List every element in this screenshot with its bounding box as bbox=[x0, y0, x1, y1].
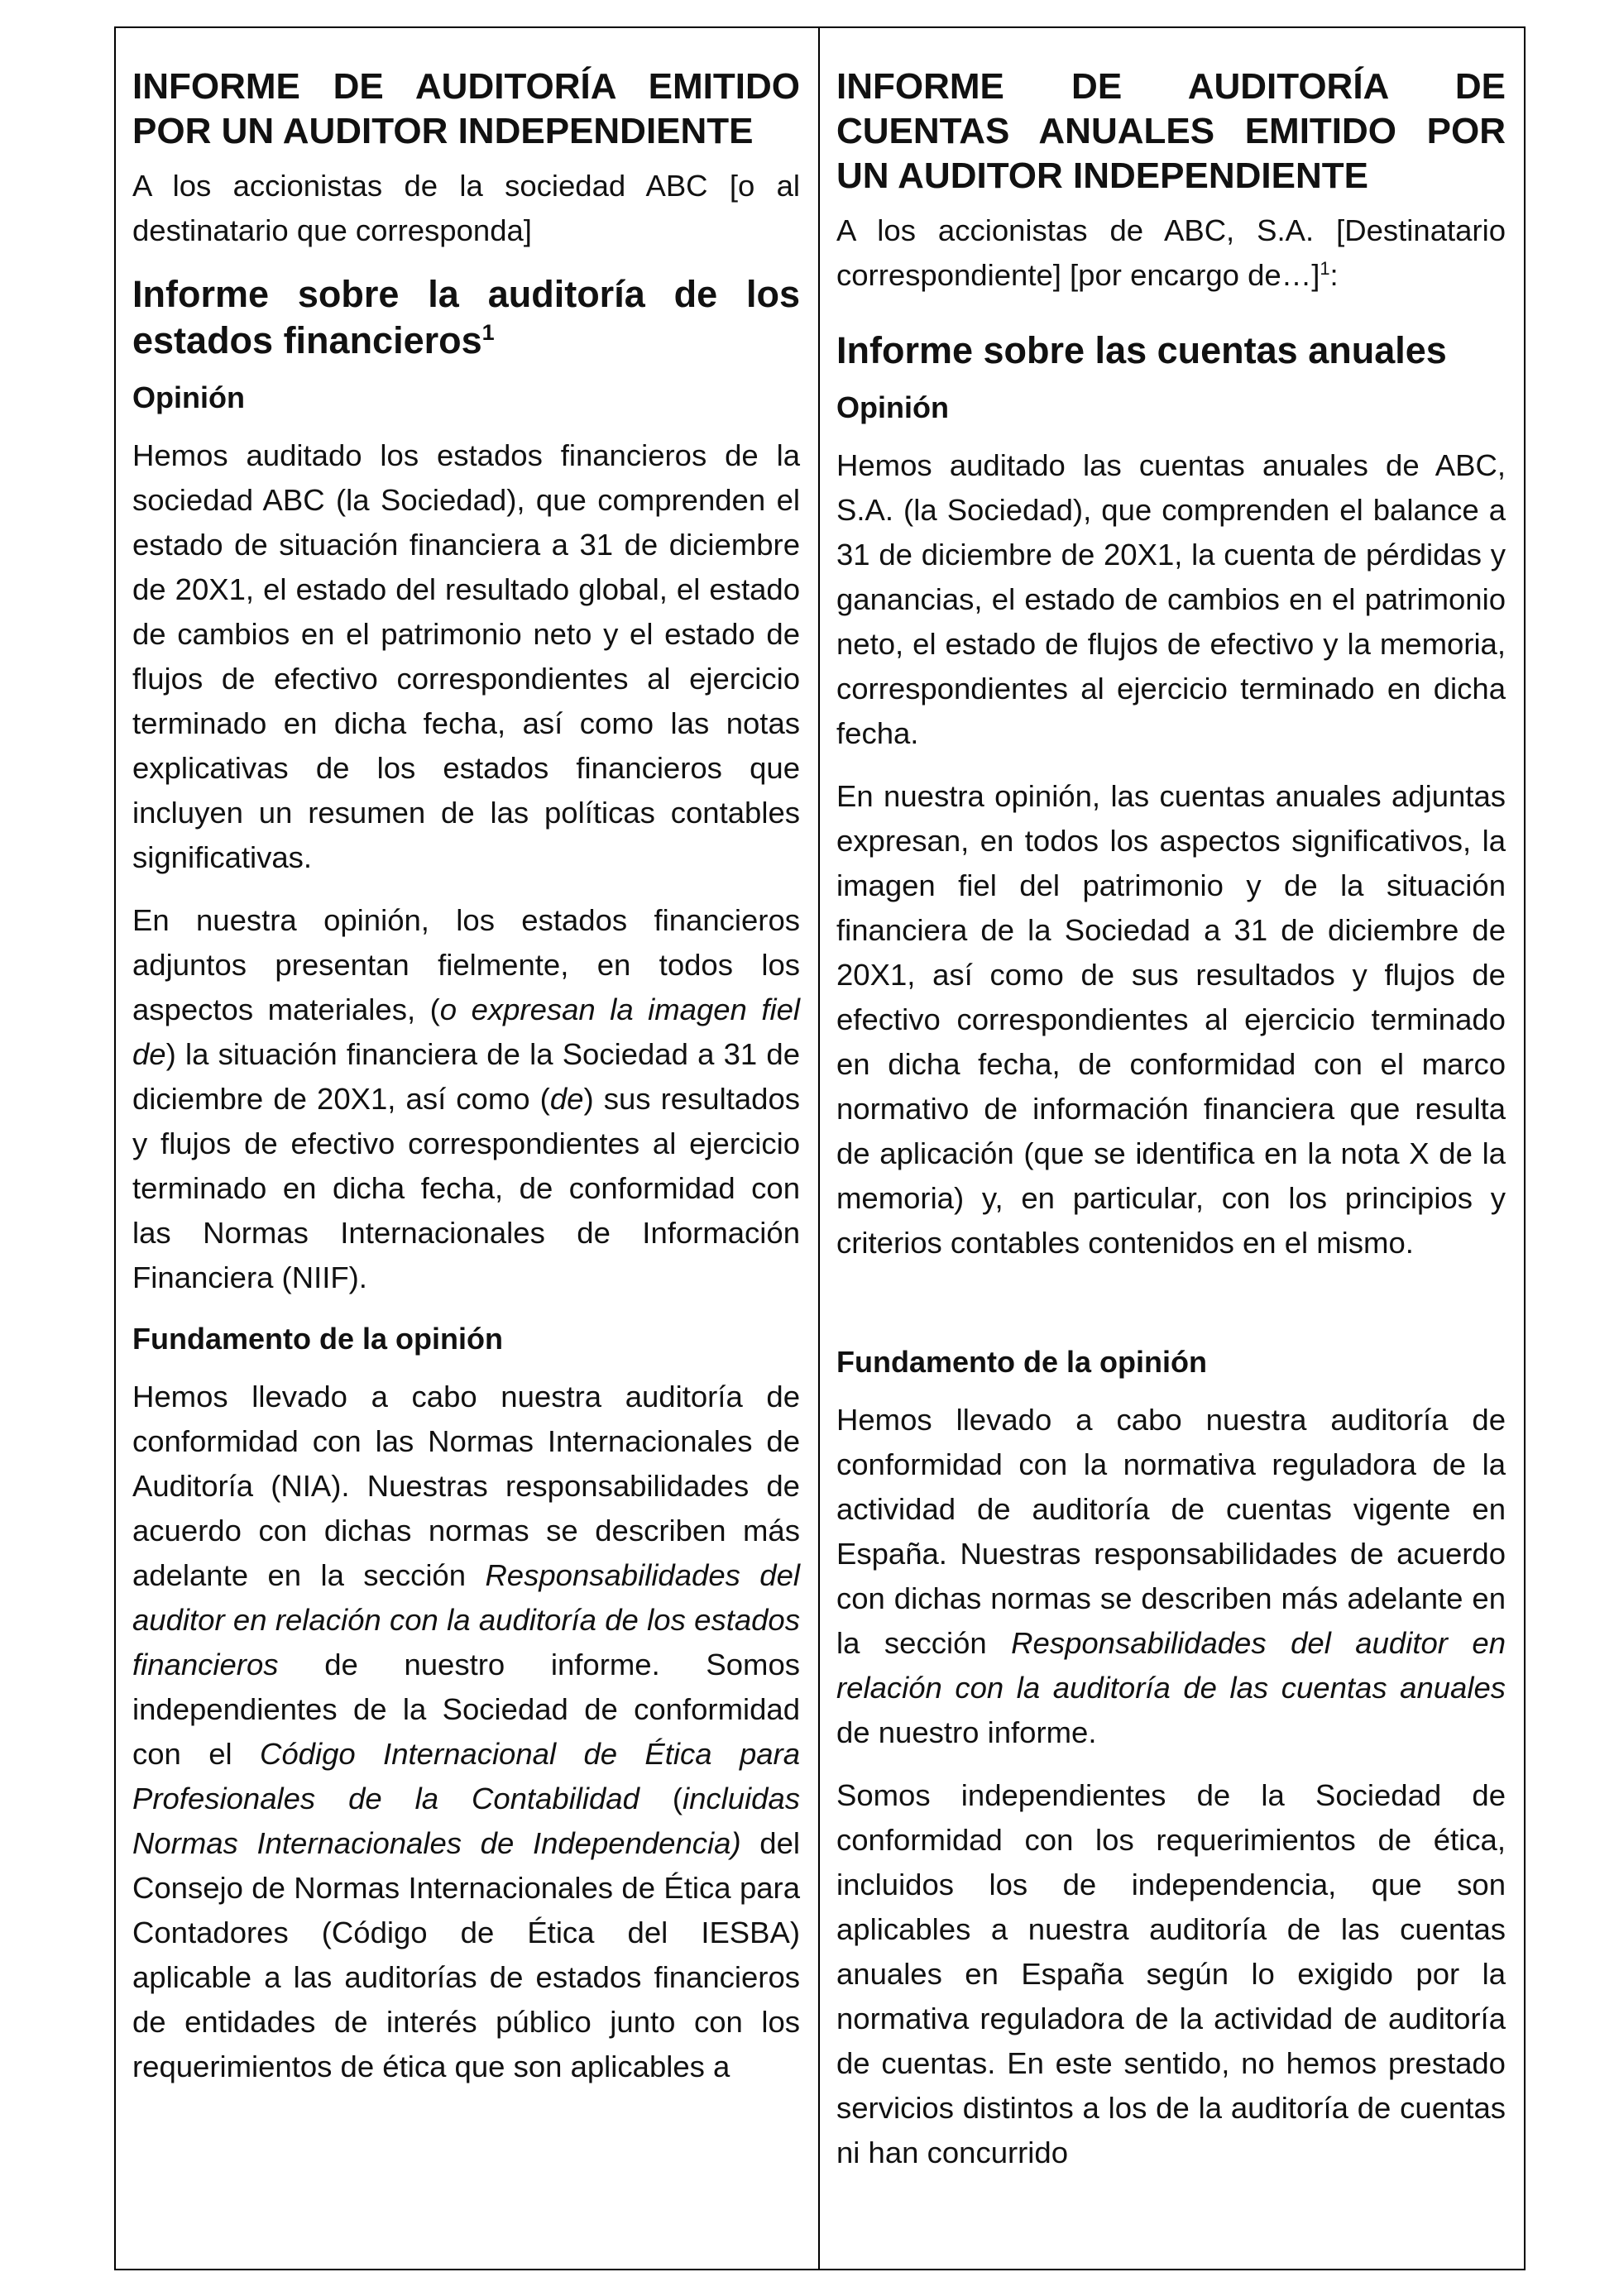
right-footnote-marker: 1 bbox=[1320, 257, 1330, 279]
left-basis-paragraph-1 bbox=[132, 1375, 800, 2089]
right-column bbox=[820, 28, 1524, 2269]
left-report-title: INFORME DE AUDITORÍA EMITIDO POR UN AUDITOR INDEPENDIENTE bbox=[132, 66, 800, 151]
italic-run: Responsabilidades del auditor en relación con la auditoría de las cuentas anuales bbox=[836, 1626, 1506, 1705]
text-run: Hemos llevado a cabo nuestra auditoría de conformidad con las Normas Internacionales de Auditoría (NIA). Nuestras responsabilidades de acuerdo con dichas normas se describen más adelante en la sección bbox=[132, 1380, 800, 1592]
text-run: del Consejo de Normas Internacionales de Ética para Contadores (Código de Ética del IESBA) aplicable a las auditorías de estados financieros de entidades de interés público junto con los requerimientos de ética que son aplicables a bbox=[132, 1826, 800, 2083]
left-opinion-paragraph-1: Hemos auditado los estados financieros de la sociedad ABC (la Sociedad), que comprenden el estado de situación financiera a 31 de diciembre de 20X1, el estado del resultado global, el estado de cambios en el patrimonio neto y el estado de flujos de efectivo correspondientes al ejercicio terminado en dicha fecha, así como las notas explicativas de los estados financieros que incluyen un resumen de las políticas contables significativas. bbox=[132, 438, 800, 874]
text-run: ( bbox=[639, 1782, 683, 1815]
left-section-title bbox=[132, 271, 800, 364]
italic-run: Responsabilidades del auditor en relación con la auditoría de los estados financieros bbox=[132, 1558, 800, 1681]
italic-run: de bbox=[549, 1082, 584, 1116]
left-basis-heading: Fundamento de la opinión bbox=[132, 1322, 503, 1356]
right-opinion-paragraph-2: En nuestra opinión, las cuentas anuales adjuntas expresan, en todos los aspectos significativos, la imagen fiel del patrimonio y de la situación financiera de la Sociedad a 31 de diciembre de 20X1, así como de sus resultados y flujos de efectivo correspondientes al ejercicio terminado en dicha fecha, de conformidad con el marco normativo de información financiera que resulta de aplicación (que se identifica en la nota X de la memoria) y, en particular, con los principios y criterios contables contenidos en el mismo. bbox=[836, 779, 1506, 1260]
right-opinion-heading: Opinión bbox=[836, 390, 949, 424]
right-basis-paragraph-2: Somos independientes de la Sociedad de conformidad con los requerimientos de ética, incluidos los de independencia, que son aplicables a nuestra auditoría de las cuentas anuales en España según lo exigido por la normativa reguladora de la actividad de auditoría de cuentas. En este sentido, no hemos prestado servicios distintos a los de la auditoría de cuentas ni han concurrido bbox=[836, 1778, 1506, 2169]
text-run: : bbox=[1329, 258, 1339, 292]
text-run: ) sus resultados y flujos de efectivo correspondientes al ejercicio terminado en dicha fecha, de conformidad con las Normas Internacionales de Información Financiera (NIIF). bbox=[132, 1082, 801, 1294]
text-run: ) la situación financiera de la Sociedad a 31 de diciembre de 20X1, así como ( bbox=[132, 1037, 800, 1116]
right-opinion-paragraph-1: Hemos auditado las cuentas anuales de ABC, S.A. (la Sociedad), que comprenden el balance a 31 de diciembre de 20X1, la cuenta de pérdidas y ganancias, el estado de cambios en el patrimonio neto, el estado de flujos de efectivo y la memoria, correspondientes al ejercicio terminado en dicha fecha. bbox=[836, 448, 1506, 750]
italic-run: Código Internacional de Ética para Profesionales de la Contabilidad bbox=[132, 1737, 800, 1815]
italic-run: o expresan la imagen fiel de bbox=[132, 993, 800, 1071]
text-run: A los accionistas de ABC, S.A. [Destinatario correspondiente] [por encargo de…] bbox=[836, 213, 1506, 292]
italic-run: incluidas Normas Internacionales de Independencia) bbox=[132, 1782, 801, 1860]
right-section-title: Informe sobre las cuentas anuales bbox=[836, 329, 1447, 371]
left-opinion-heading: Opinión bbox=[132, 380, 245, 414]
left-section-title-text: Informe sobre la auditoría de los estados financieros bbox=[132, 273, 800, 361]
right-addressee bbox=[836, 208, 1506, 298]
text-run: Hemos llevado a cabo nuestra auditoría de conformidad con la normativa reguladora de la actividad de auditoría de cuentas vigente en España. Nuestras responsabilidades de acuerdo con dichas normas se describen más adelante en la sección bbox=[836, 1403, 1506, 1660]
right-basis-heading: Fundamento de la opinión bbox=[836, 1345, 1207, 1379]
right-basis-paragraph-1 bbox=[836, 1398, 1506, 1755]
comparison-table bbox=[114, 26, 1526, 2270]
text-run: En nuestra opinión, los estados financieros adjuntos presentan fielmente, en todos los aspectos materiales, ( bbox=[132, 903, 800, 1026]
right-report-title: INFORME DE AUDITORÍA DE CUENTAS ANUALES EMITIDO POR UN AUDITOR INDEPENDIENTE bbox=[836, 66, 1506, 196]
text-run: de nuestro informe. bbox=[836, 1715, 1097, 1749]
left-footnote-marker: 1 bbox=[481, 320, 495, 345]
left-opinion-paragraph-2 bbox=[132, 898, 800, 1300]
text-run: de nuestro informe. Somos independientes de la Sociedad de conformidad con el bbox=[132, 1648, 800, 1771]
left-addressee: A los accionistas de la sociedad ABC [o al destinatario que corresponda] bbox=[132, 169, 800, 247]
left-column bbox=[116, 28, 820, 2269]
